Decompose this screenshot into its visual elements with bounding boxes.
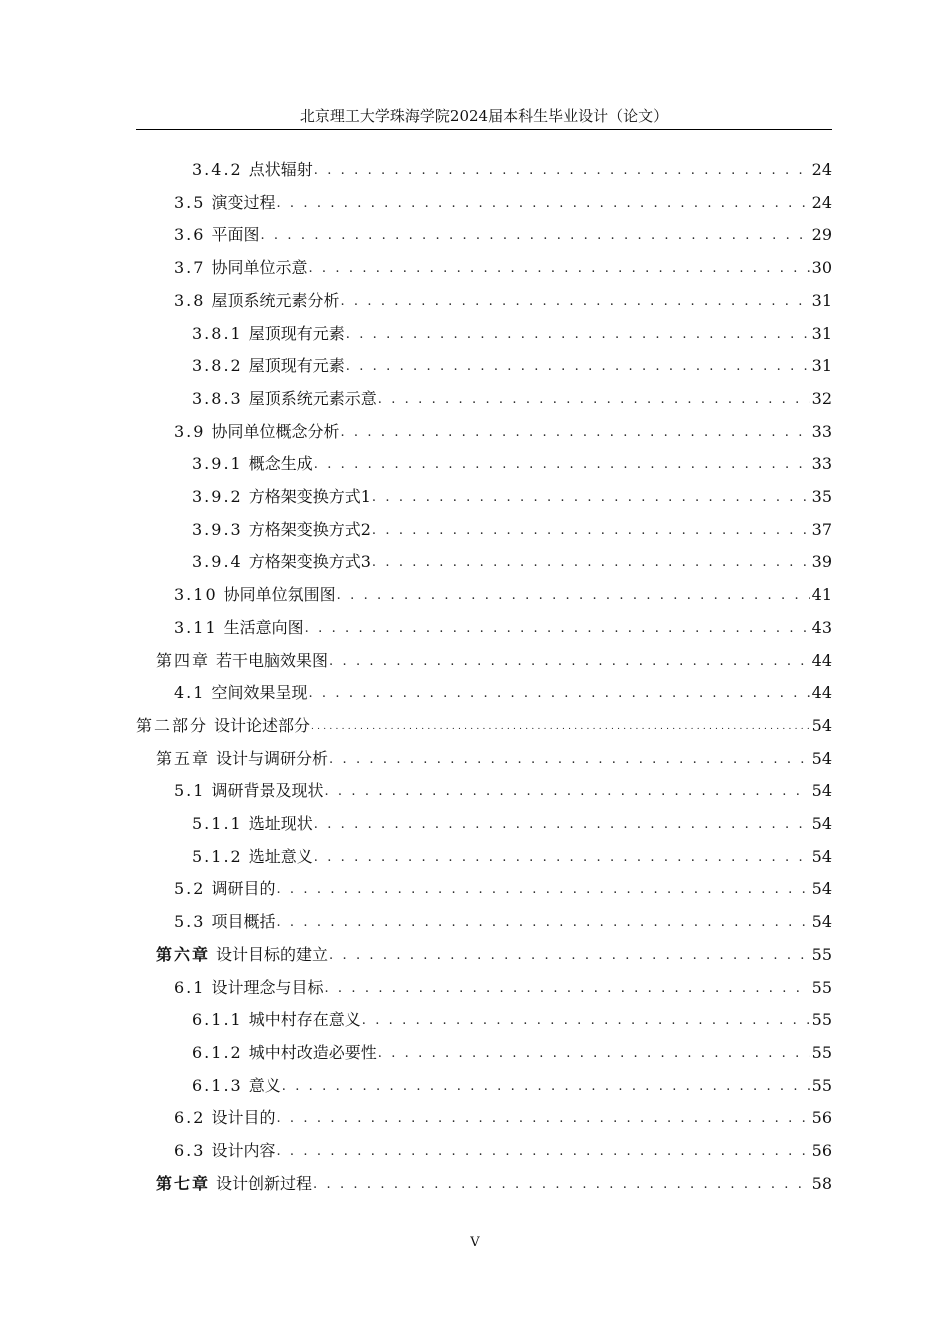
toc-entry-number: 5.1.1: [192, 814, 243, 833]
toc-dot-leader: [305, 620, 810, 638]
toc-entry-number: 3.8.3: [192, 388, 243, 408]
toc-entry-page: 56: [811, 1141, 832, 1160]
toc-dot-leader: [314, 849, 810, 867]
toc-entry-title: 项目概括: [211, 912, 276, 932]
toc-dot-leader: [329, 653, 810, 671]
toc-entry[interactable]: [174, 1137, 832, 1161]
toc-entry-page: 54: [811, 879, 832, 899]
toc-entry-page: 41: [811, 585, 832, 605]
toc-entry-number: 第四章: [156, 650, 211, 670]
toc-entry[interactable]: [192, 385, 832, 409]
toc-dot-leader: [276, 914, 809, 932]
toc-entry[interactable]: [156, 1170, 832, 1194]
toc-entry[interactable]: [174, 189, 832, 213]
toc-entry-title: 选址现状: [248, 814, 313, 833]
toc-entry-title: 意义: [248, 1075, 281, 1095]
toc-entry-number: 5.3: [174, 912, 206, 932]
toc-entry[interactable]: [174, 221, 832, 245]
toc-dot-leader: [337, 587, 810, 605]
toc-entry[interactable]: [192, 1039, 832, 1063]
toc-entry-number: 3.11: [174, 617, 218, 637]
toc-entry-number: 6.1.3: [192, 1075, 243, 1095]
toc-entry-page: 54: [811, 912, 832, 932]
toc-dot-leader: [346, 326, 810, 344]
toc-dot-leader: [372, 554, 810, 572]
toc-entry-number: 6.1: [174, 977, 206, 997]
toc-entry-page: 30: [811, 258, 832, 278]
toc-dot-leader: [372, 522, 810, 540]
toc-entry-title: 调研背景及现状: [211, 781, 324, 801]
toc-dot-leader: [308, 260, 809, 278]
toc-dot-leader: [340, 424, 809, 442]
toc-entry-number: 3.8.2: [192, 356, 243, 376]
toc-entry-page: 54: [811, 846, 832, 866]
toc-entry-page: 55: [811, 1042, 832, 1062]
toc-entry-number: 3.9.1: [192, 454, 243, 474]
toc-dot-leader: [276, 881, 809, 899]
toc-entry-title: 城中村存在意义: [248, 1010, 361, 1030]
toc-entry[interactable]: [192, 1072, 832, 1096]
toc-entry[interactable]: [192, 450, 832, 474]
toc-entry-page: 58: [811, 1173, 832, 1193]
toc-entry-number: 3.7: [174, 258, 206, 278]
toc-entry-title: 平面图: [211, 225, 260, 245]
toc-entry-number: 6.1.1: [192, 1010, 243, 1030]
toc-dot-leader: [314, 456, 810, 474]
toc-entry[interactable]: [174, 679, 832, 703]
toc-dot-leader: [276, 1110, 809, 1128]
toc-entry-page: 39: [811, 552, 832, 572]
toc-entry-page: 33: [811, 421, 832, 441]
toc-entry-number: 3.8.1: [192, 323, 243, 343]
toc-entry-title: 设计与调研分析: [216, 748, 329, 768]
toc-dot-leader: [329, 947, 810, 965]
toc-entry-page: 37: [811, 519, 832, 539]
toc-entry-number: 3.5: [174, 192, 206, 212]
toc-dot-leader: [276, 1143, 809, 1161]
toc-entry[interactable]: [174, 287, 832, 311]
toc-dot-leader: [340, 293, 809, 311]
toc-dot-leader: [260, 227, 809, 245]
toc-entry[interactable]: [192, 1006, 832, 1030]
toc-entry-title: 设计创新过程: [216, 1173, 313, 1193]
page-number: V: [470, 1235, 480, 1250]
toc-entry[interactable]: [174, 418, 832, 442]
toc-entry-title: 选址意义: [248, 846, 313, 866]
toc-entry[interactable]: [174, 875, 832, 899]
toc-entry[interactable]: [174, 254, 832, 278]
toc-entry-title: 屋顶系统元素分析: [211, 290, 340, 310]
toc-entry[interactable]: [156, 647, 832, 671]
toc-entry-number: 6.3: [174, 1141, 206, 1160]
toc-entry[interactable]: [174, 1104, 832, 1128]
toc-entry-title: 生活意向图: [223, 617, 304, 637]
toc-dot-leader: [346, 358, 810, 376]
toc-entry-title: 方格架变换方式2: [248, 519, 371, 539]
toc-entry-title: 设计目标的建立: [216, 944, 329, 964]
toc-entry-title: 点状辐射: [248, 160, 313, 179]
toc-entry-page: 31: [811, 323, 832, 343]
toc-entry-title: 调研目的: [211, 879, 276, 899]
toc-entry[interactable]: [156, 745, 832, 769]
toc-dot-leader: [378, 1045, 810, 1063]
toc-entry-page: 44: [811, 683, 832, 703]
toc-entry[interactable]: [192, 810, 832, 834]
toc-entry-page: 55: [811, 977, 832, 997]
toc-entry-page: 56: [811, 1108, 832, 1128]
toc-entry[interactable]: [192, 516, 832, 540]
toc-entry-number: 4.1: [174, 683, 206, 703]
toc-entry-title: 协同单位概念分析: [211, 421, 340, 441]
toc-entry-number: 6.2: [174, 1108, 206, 1128]
toc-dot-leader: [311, 718, 810, 736]
toc-entry-page: 32: [811, 388, 832, 408]
toc-dot-leader: [282, 1078, 810, 1096]
toc-entry[interactable]: [192, 352, 832, 376]
toc-entry-number: 第五章: [156, 748, 211, 768]
toc-dot-leader: [372, 489, 810, 507]
toc-entry[interactable]: [136, 712, 832, 736]
toc-entry-page: 31: [811, 356, 832, 376]
page-header: 北京理工大学珠海学院2024届本科生毕业设计（论文）: [299, 107, 669, 125]
toc-entry-number: 3.9.3: [192, 519, 243, 539]
toc-entry-title: 空间效果呈现: [211, 683, 308, 703]
toc-entry-title: 协同单位氛围图: [223, 585, 336, 605]
toc-entry-title: 方格架变换方式1: [248, 487, 371, 506]
toc-entry-title: 屋顶现有元素: [248, 356, 345, 376]
toc-entry-title: 方格架变换方式3: [248, 552, 371, 572]
toc-entry-title: 若干电脑效果图: [216, 650, 329, 670]
toc-entry-number: 6.1.2: [192, 1042, 243, 1062]
toc-entry-title: 屋顶系统元素示意: [248, 388, 377, 408]
toc-entry[interactable]: [192, 483, 832, 507]
toc-entry-number: 第七章: [156, 1173, 211, 1193]
toc-entry-page: 43: [811, 617, 832, 637]
toc-dot-leader: [313, 1176, 810, 1194]
header-rule: [136, 129, 832, 130]
toc-entry-page: 54: [811, 814, 832, 833]
toc-entry-page: 31: [811, 290, 832, 310]
toc-entry-number: 5.1: [174, 781, 206, 801]
toc-entry-title: 演变过程: [211, 192, 276, 212]
toc-entry-number: 5.2: [174, 879, 206, 899]
toc-entry-number: 3.10: [174, 585, 218, 605]
toc-entry-title: 设计内容: [211, 1141, 276, 1160]
toc-entry-page: 44: [811, 650, 832, 670]
toc-dot-leader: [314, 162, 810, 180]
toc-entry-page: 29: [811, 225, 832, 245]
toc-entry-number: 第六章: [156, 944, 211, 964]
toc-entry-page: 35: [811, 487, 832, 506]
toc-entry-page: 55: [811, 1010, 832, 1030]
toc-entry-number: 3.8: [174, 290, 206, 310]
toc-dot-leader: [276, 195, 809, 213]
toc-entry-page: 54: [811, 748, 832, 768]
toc-dot-leader: [378, 391, 810, 409]
toc-dot-leader: [308, 685, 809, 703]
toc-entry-number: 3.9: [174, 421, 206, 441]
toc-entry-page: 54: [811, 715, 832, 735]
toc-entry-title: 协同单位示意: [211, 258, 308, 278]
toc-entry[interactable]: [174, 908, 832, 932]
toc-entry[interactable]: [192, 320, 832, 344]
toc-entry-number: 3.9.2: [192, 487, 243, 506]
toc-dot-leader: [329, 751, 810, 769]
toc-entry-page: 24: [811, 160, 832, 179]
toc-entry-page: 55: [811, 1075, 832, 1095]
toc-entry-page: 54: [811, 781, 832, 801]
toc-entry[interactable]: [156, 941, 832, 965]
toc-entry-page: 33: [811, 454, 832, 474]
toc-entry-title: 屋顶现有元素: [248, 323, 345, 343]
toc-entry-title: 概念生成: [248, 454, 313, 474]
toc-entry-number: 3.6: [174, 225, 206, 245]
toc-entry-number: 3.9.4: [192, 552, 243, 572]
toc-entry-number: 3.4.2: [192, 160, 243, 179]
toc-dot-leader: [324, 783, 809, 801]
toc-entry[interactable]: [192, 156, 832, 180]
toc-entry[interactable]: [174, 777, 832, 801]
toc-entry[interactable]: [174, 974, 832, 998]
toc-dot-leader: [324, 980, 809, 998]
toc-entry-title: 设计论述部分: [214, 715, 311, 735]
toc-entry-title: 设计理念与目标: [211, 977, 324, 997]
toc-entry[interactable]: [192, 548, 832, 572]
toc-entry[interactable]: [174, 581, 832, 605]
toc-entry-page: 24: [811, 192, 832, 212]
toc-entry-title: 城中村改造必要性: [248, 1042, 377, 1062]
toc-entry-number: 第二部分: [136, 715, 209, 735]
toc-entry[interactable]: [174, 614, 832, 638]
toc-entry-number: 5.1.2: [192, 846, 243, 866]
toc-entry[interactable]: [192, 843, 832, 867]
toc-dot-leader: [314, 816, 810, 834]
toc-entry-page: 55: [811, 944, 832, 964]
toc-entry-title: 设计目的: [211, 1108, 276, 1128]
toc-dot-leader: [362, 1012, 810, 1030]
